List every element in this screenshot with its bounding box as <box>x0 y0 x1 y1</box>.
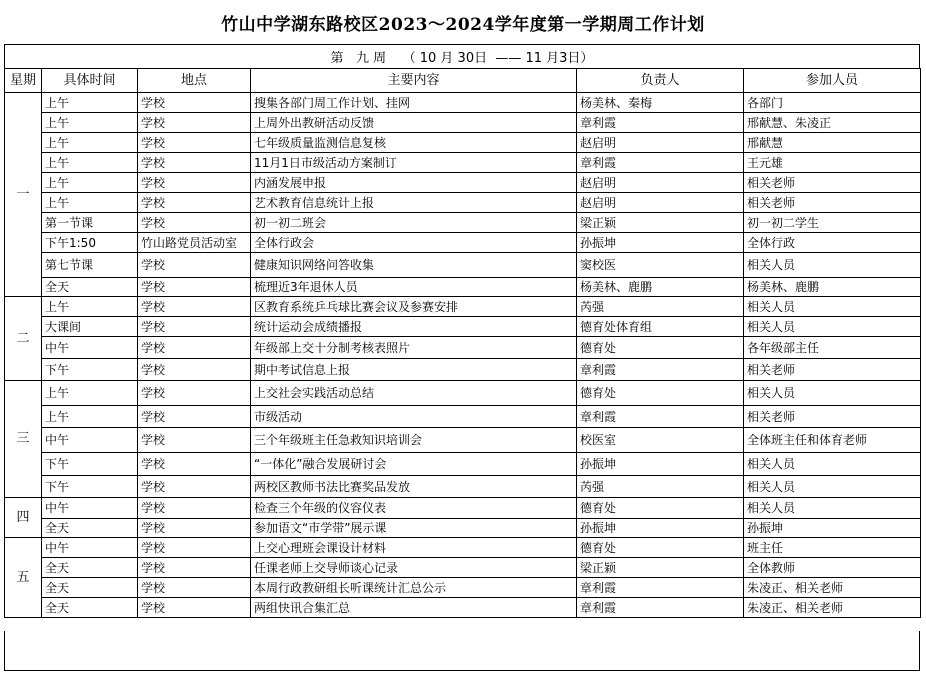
participants-cell: 相关人员 <box>744 317 921 337</box>
participants-cell: 相关人员 <box>744 453 921 476</box>
place-cell: 学校 <box>138 337 251 359</box>
owner-cell: 芮强 <box>577 297 744 317</box>
weekday-cell: 二 <box>5 297 42 381</box>
time-cell: 中午 <box>42 538 138 558</box>
participants-cell: 孙振坤 <box>744 519 921 538</box>
content-cell: 检查三个年级的仪容仪表 <box>251 498 577 519</box>
owner-cell: 德育处 <box>577 381 744 406</box>
place-cell: 学校 <box>138 519 251 538</box>
time-cell: 上午 <box>42 113 138 133</box>
table-row <box>5 153 921 173</box>
table-row <box>5 453 921 476</box>
participants-cell: 相关人员 <box>744 381 921 406</box>
participants-cell: 相关人员 <box>744 476 921 498</box>
owner-cell: 章利霞 <box>577 406 744 428</box>
place-cell: 学校 <box>138 93 251 113</box>
time-cell: 下午 <box>42 476 138 498</box>
place-cell: 学校 <box>138 213 251 233</box>
table-row <box>5 406 921 428</box>
time-cell: 下午1:50 <box>42 233 138 253</box>
owner-cell: 赵启明 <box>577 133 744 153</box>
participants-cell: 相关人员 <box>744 297 921 317</box>
weekday-cell: 四 <box>5 498 42 538</box>
place-cell: 学校 <box>138 317 251 337</box>
header-content: 主要内容 <box>251 69 577 93</box>
place-cell: 学校 <box>138 538 251 558</box>
owner-cell: 章利霞 <box>577 359 744 381</box>
time-cell: 全天 <box>42 598 138 618</box>
place-cell: 学校 <box>138 193 251 213</box>
table-row <box>5 317 921 337</box>
place-cell: 学校 <box>138 359 251 381</box>
content-cell: 参加语文“市学带”展示课 <box>251 519 577 538</box>
owner-cell: 德育处 <box>577 538 744 558</box>
content-cell: 区教育系统乒乓球比赛会议及参赛安排 <box>251 297 577 317</box>
header-weekday: 星期 <box>5 69 42 93</box>
participants-cell: 相关人员 <box>744 253 921 278</box>
owner-cell: 孙振坤 <box>577 519 744 538</box>
participants-cell: 邢献慧 <box>744 133 921 153</box>
participants-cell: 各年级部主任 <box>744 337 921 359</box>
time-cell: 大课间 <box>42 317 138 337</box>
owner-cell: 孙振坤 <box>577 233 744 253</box>
content-cell: 任课老师上交导师谈心记录 <box>251 558 577 578</box>
content-cell: 健康知识网络问答收集 <box>251 253 577 278</box>
owner-cell: 杨美林、秦梅 <box>577 93 744 113</box>
owner-cell: 赵启明 <box>577 173 744 193</box>
participants-cell: 王元雄 <box>744 153 921 173</box>
table-row <box>5 278 921 297</box>
content-cell: 统计运动会成绩播报 <box>251 317 577 337</box>
content-cell: 三个年级班主任急救知识培训会 <box>251 428 577 453</box>
content-cell: 七年级质量监测信息复核 <box>251 133 577 153</box>
table-row <box>5 381 921 406</box>
time-cell: 上午 <box>42 381 138 406</box>
place-cell: 学校 <box>138 113 251 133</box>
time-cell: 上午 <box>42 173 138 193</box>
place-cell: 学校 <box>138 578 251 598</box>
content-cell: 两校区教师书法比赛奖品发放 <box>251 476 577 498</box>
place-cell: 学校 <box>138 558 251 578</box>
table-row <box>5 519 921 538</box>
content-cell: 初一初二班会 <box>251 213 577 233</box>
owner-cell: 章利霞 <box>577 113 744 133</box>
content-cell: 内涵发展申报 <box>251 173 577 193</box>
place-cell: 学校 <box>138 476 251 498</box>
owner-cell: 校医室 <box>577 428 744 453</box>
place-cell: 学校 <box>138 428 251 453</box>
place-cell: 学校 <box>138 133 251 153</box>
time-cell: 上午 <box>42 133 138 153</box>
place-cell: 学校 <box>138 297 251 317</box>
time-cell: 上午 <box>42 193 138 213</box>
time-cell: 上午 <box>42 93 138 113</box>
table-row <box>5 93 921 113</box>
page-title: 竹山中学湖东路校区2023～2024学年度第一学期周工作计划 <box>221 14 705 35</box>
time-cell: 全天 <box>42 519 138 538</box>
weekday-cell: 一 <box>5 93 42 297</box>
participants-cell: 初一初二学生 <box>744 213 921 233</box>
time-cell: 下午 <box>42 453 138 476</box>
table-row <box>5 578 921 598</box>
owner-cell: 章利霞 <box>577 598 744 618</box>
content-cell: 搜集各部门周工作计划、挂网 <box>251 93 577 113</box>
time-cell: 第一节课 <box>42 213 138 233</box>
place-cell: 学校 <box>138 598 251 618</box>
table-row <box>5 598 921 618</box>
time-cell: 中午 <box>42 498 138 519</box>
content-cell: 上周外出教研活动反馈 <box>251 113 577 133</box>
place-cell: 学校 <box>138 253 251 278</box>
content-cell: 全体行政会 <box>251 233 577 253</box>
header-time: 具体时间 <box>42 69 138 93</box>
content-cell: 年级部上交十分制考核表照片 <box>251 337 577 359</box>
content-cell: 两组快讯合集汇总 <box>251 598 577 618</box>
owner-cell: 德育处 <box>577 498 744 519</box>
participants-cell: 相关老师 <box>744 173 921 193</box>
table-row <box>5 538 921 558</box>
participants-cell: 邢献慧、朱凌正 <box>744 113 921 133</box>
week-range-label: 第 九 周 （ 10 月 30日 —— 11 月3日） <box>4 44 920 69</box>
participants-cell: 相关老师 <box>744 193 921 213</box>
owner-cell: 窦校医 <box>577 253 744 278</box>
time-cell: 全天 <box>42 278 138 297</box>
owner-cell: 德育处体育组 <box>577 317 744 337</box>
table-row <box>5 113 921 133</box>
content-cell: 上交心理班会课设计材料 <box>251 538 577 558</box>
owner-cell: 梁正颖 <box>577 213 744 233</box>
owner-cell: 杨美林、鹿鹏 <box>577 278 744 297</box>
content-cell: 11月1日市级活动方案制订 <box>251 153 577 173</box>
table-row <box>5 337 921 359</box>
table-row <box>5 498 921 519</box>
table-row <box>5 233 921 253</box>
content-cell: 期中考试信息上报 <box>251 359 577 381</box>
place-cell: 学校 <box>138 173 251 193</box>
table-row <box>5 253 921 278</box>
table-row <box>5 173 921 193</box>
time-cell: 中午 <box>42 428 138 453</box>
content-cell: 市级活动 <box>251 406 577 428</box>
owner-cell: 章利霞 <box>577 153 744 173</box>
table-row <box>5 193 921 213</box>
table-row <box>5 359 921 381</box>
content-cell: “一体化”融合发展研讨会 <box>251 453 577 476</box>
weekly-plan-table <box>4 68 921 618</box>
participants-cell: 全体教师 <box>744 558 921 578</box>
owner-cell: 梁正颖 <box>577 558 744 578</box>
table-row <box>5 558 921 578</box>
place-cell: 竹山路党员活动室 <box>138 233 251 253</box>
owner-cell: 赵启明 <box>577 193 744 213</box>
participants-cell: 朱凌正、相关老师 <box>744 578 921 598</box>
owner-cell: 孙振坤 <box>577 453 744 476</box>
participants-cell: 全体行政 <box>744 233 921 253</box>
empty-footer-row <box>4 631 920 671</box>
participants-cell: 班主任 <box>744 538 921 558</box>
owner-cell: 芮强 <box>577 476 744 498</box>
participants-cell: 相关老师 <box>744 406 921 428</box>
content-cell: 本周行政教研组长听课统计汇总公示 <box>251 578 577 598</box>
participants-cell: 相关人员 <box>744 498 921 519</box>
place-cell: 学校 <box>138 498 251 519</box>
time-cell: 中午 <box>42 337 138 359</box>
header-participants: 参加人员 <box>744 69 921 93</box>
content-cell: 梳理近3年退休人员 <box>251 278 577 297</box>
table-row <box>5 297 921 317</box>
table-row <box>5 133 921 153</box>
table-header-row <box>5 69 921 93</box>
time-cell: 下午 <box>42 359 138 381</box>
header-owner: 负责人 <box>577 69 744 93</box>
owner-cell: 章利霞 <box>577 578 744 598</box>
place-cell: 学校 <box>138 406 251 428</box>
weekday-cell: 三 <box>5 381 42 498</box>
time-cell: 上午 <box>42 153 138 173</box>
time-cell: 全天 <box>42 578 138 598</box>
time-cell: 上午 <box>42 406 138 428</box>
table-row <box>5 213 921 233</box>
table-row <box>5 428 921 453</box>
content-cell: 艺术教育信息统计上报 <box>251 193 577 213</box>
time-cell: 上午 <box>42 297 138 317</box>
owner-cell: 德育处 <box>577 337 744 359</box>
participants-cell: 朱凌正、相关老师 <box>744 598 921 618</box>
participants-cell: 全体班主任和体育老师 <box>744 428 921 453</box>
place-cell: 学校 <box>138 453 251 476</box>
header-place: 地点 <box>138 69 251 93</box>
weekday-cell: 五 <box>5 538 42 618</box>
place-cell: 学校 <box>138 381 251 406</box>
participants-cell: 杨美林、鹿鹏 <box>744 278 921 297</box>
place-cell: 学校 <box>138 153 251 173</box>
place-cell: 学校 <box>138 278 251 297</box>
participants-cell: 相关老师 <box>744 359 921 381</box>
table-row <box>5 476 921 498</box>
time-cell: 第七节课 <box>42 253 138 278</box>
time-cell: 全天 <box>42 558 138 578</box>
participants-cell: 各部门 <box>744 93 921 113</box>
content-cell: 上交社会实践活动总结 <box>251 381 577 406</box>
